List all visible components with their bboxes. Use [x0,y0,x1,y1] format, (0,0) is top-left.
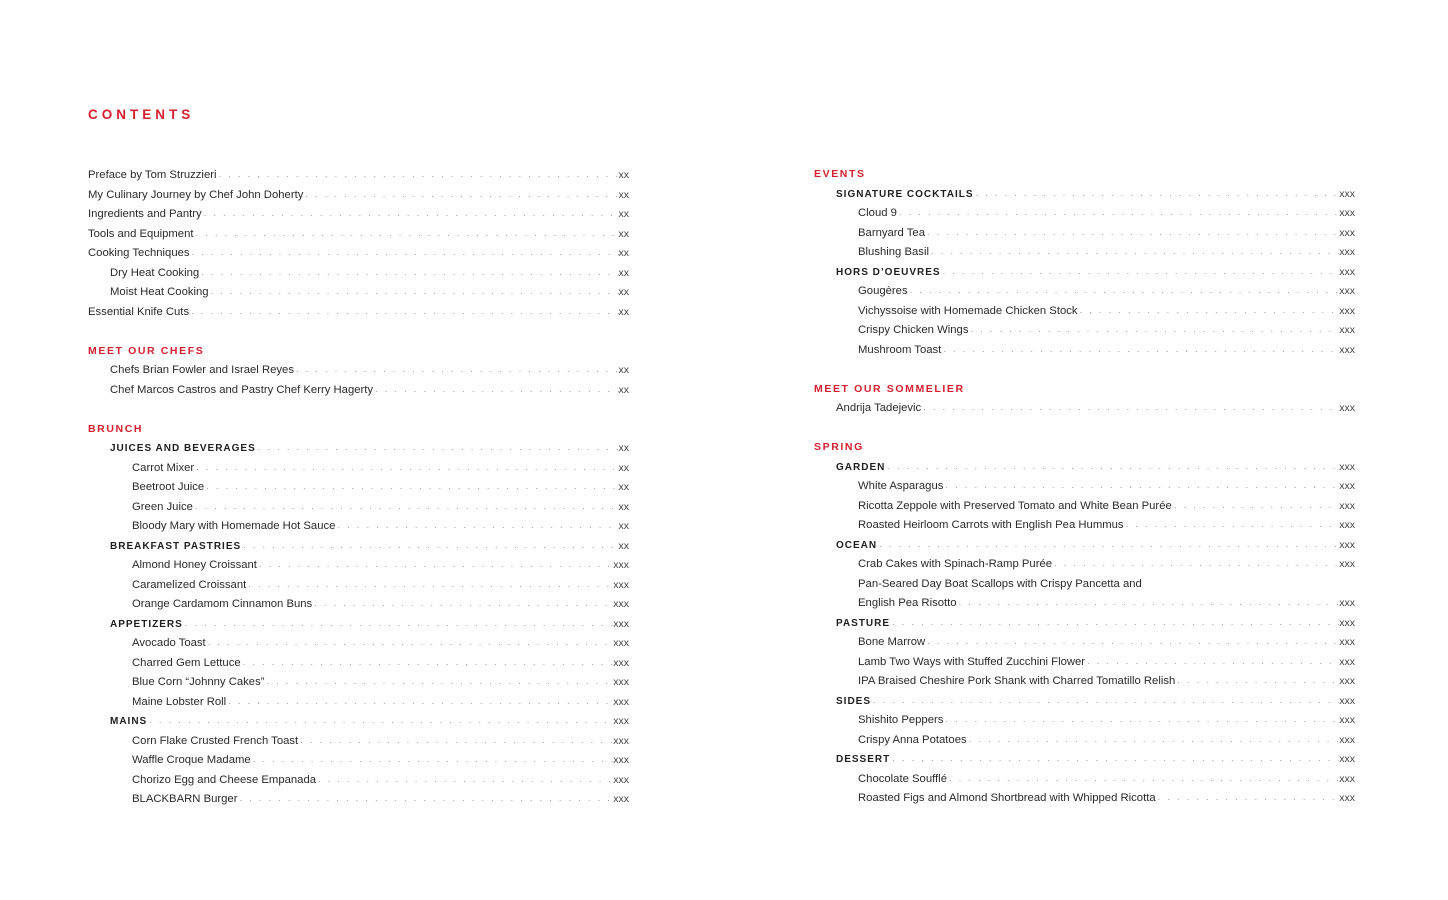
entry-title: Crispy Chicken Wings [858,324,969,336]
entry-title: Chef Marcos Castros and Pastry Chef Kerry Hagerty [110,383,374,396]
toc-entry-beetroot-juice[interactable] [88,478,629,498]
subsection-title: PASTURE [836,617,891,629]
dot-leader [1052,555,1339,574]
section-spacer [814,360,1355,380]
toc-entry-carrot-mixer[interactable] [88,459,629,479]
subsection-entry-garden[interactable] [814,458,1355,478]
toc-right-column [814,165,1355,809]
page-number: xxx [1339,226,1355,239]
toc-entry-roasted-figs-and-almond-shortbread-with-whipped-ricotta[interactable] [814,789,1355,809]
entry-title: Andrija Tadejevic [836,402,922,414]
toc-entry-moist-heat-cooking[interactable] [88,283,629,303]
page-number: xxx [1339,733,1355,746]
dot-leader [246,576,613,595]
dot-leader [921,399,1339,418]
entry-title: Mushroom Toast [858,343,942,356]
dot-leader [226,693,613,712]
dot-leader [947,770,1339,789]
entry-title: Blushing Basil [858,246,929,258]
toc-entry-green-juice[interactable] [88,498,629,518]
dot-leader [373,381,618,400]
dot-leader [969,321,1340,340]
toc-entry-dry-heat-cooking[interactable] [88,264,629,284]
page-number: xxx [613,637,629,649]
toc-entry-bloody-mary-with-homemade-hot-sauce[interactable] [88,517,629,537]
subsection-title: DESSERT [836,754,891,765]
dot-leader [908,282,1340,301]
entry-title: Cloud 9 [858,207,897,219]
toc-entry-maine-lobster-roll[interactable] [88,693,629,713]
toc-entry-my-culinary-journey-by-chef-john-doherty[interactable] [88,186,629,206]
subsection-title: HORS D’OEUVRES [836,266,941,278]
dot-leader [189,303,618,322]
page-number: xxx [613,578,629,591]
page-number: xxx [1339,460,1355,473]
page-number: xxx [1339,538,1355,551]
page-number: xxx [1339,343,1355,356]
toc-entry-cooking-techniques[interactable] [88,244,629,264]
entry-title: Corn Flake Crusted French Toast [132,734,299,747]
entry-title: Avocado Toast [132,637,206,649]
dot-leader [265,673,614,692]
toc-entry-blushing-basil[interactable] [814,243,1355,263]
toc-entry-roasted-heirloom-carrots-with-english-pea-hummus[interactable] [814,516,1355,536]
entry-title: Lamb Two Ways with Stuffed Zucchini Flower [858,655,1086,668]
page-number: xxx [1339,772,1355,785]
dot-leader [967,731,1340,750]
dot-leader [1124,516,1340,535]
page-number: xxx [613,793,629,805]
dot-leader [241,654,614,673]
page-number: xxx [1339,694,1355,707]
page-number: xx [618,227,629,240]
toc-entry-charred-gem-lettuce[interactable] [88,654,629,674]
dot-leader [877,536,1339,555]
page-number: xxx [1339,499,1355,512]
toc-entry-ricotta-zeppole-with-preserved-tomato-and-white-bean-puree[interactable] [814,497,1355,517]
page-number: xx [618,364,629,376]
page-number: xxx [1339,324,1355,336]
dot-leader [199,264,618,283]
toc-left-column [88,166,629,810]
dot-leader [335,517,618,536]
toc-entry-gougeres[interactable] [814,282,1355,302]
toc-entry-blackbarn-burger[interactable] [88,790,629,810]
section-spacer [814,419,1355,439]
page-number: xx [618,188,629,201]
subsection-title: JUICES AND BEVERAGES [110,443,256,454]
toc-entry-mushroom-toast[interactable] [814,341,1355,361]
subsection-entry-sides[interactable] [814,692,1355,712]
page-number: xxx [1339,304,1355,317]
page-number: xxx [613,598,629,610]
entry-title: Moist Heat Cooking [110,286,209,298]
dot-leader [256,439,619,458]
page-number: xxx [1339,616,1355,629]
subsection-entry-dessert[interactable] [814,750,1355,770]
dot-leader [194,225,619,244]
page-number: xxx [1339,714,1355,726]
subsection-entry-breakfast-pastries[interactable] [88,537,629,557]
toc-entry-crispy-anna-potatoes[interactable] [814,731,1355,751]
page-number: xxx [1339,753,1355,765]
subsection-title: APPETIZERS [110,618,183,630]
page-number: xxx [613,773,629,786]
toc-entry-barnyard-tea[interactable] [814,224,1355,244]
entry-title: White Asparagus [858,480,944,492]
page-number: xx [618,461,629,474]
page-number: xxx [1339,655,1355,668]
section-heading-meet-our-sommelier: MEET OUR SOMMELIER [814,382,965,395]
dot-leader [312,595,613,614]
dot-leader [194,459,618,478]
dot-leader [929,243,1339,262]
entry-title: Caramelized Croissant [132,578,247,591]
section-spacer [88,400,629,420]
dot-leader [190,244,619,263]
page-number: xxx [1339,402,1355,414]
toc-entry-bone-marrow[interactable] [814,633,1355,653]
toc-entry-chocolate-souffle[interactable] [814,770,1355,790]
section-heading-brunch: BRUNCH [88,422,144,435]
page-number: xx [618,481,629,493]
toc-entry-ipa-braised-cheshire-pork-shank-with-charred-tomatillo-relish[interactable] [814,672,1355,692]
dot-leader [1156,789,1340,808]
entry-title: Preface by Tom Struzzieri [88,169,217,181]
entry-title: BLACKBARN Burger [132,793,238,805]
entry-title: Chocolate Soufflé [858,772,947,785]
page-number: xx [618,305,629,318]
toc-entry-preface-by-tom-struzzieri[interactable] [88,166,629,186]
dot-leader [298,732,613,751]
dot-leader [206,634,614,653]
subsection-entry-signature-cocktails[interactable] [814,185,1355,205]
entry-title: Chorizo Egg and Cheese Empanada [132,773,317,786]
subsection-entry-hors-d-oeuvres[interactable] [814,263,1355,283]
dot-leader [943,711,1339,730]
dot-leader [943,477,1339,496]
toc-entry-almond-honey-croissant[interactable] [88,556,629,576]
dot-leader [941,263,1340,282]
page-number: xx [618,208,629,220]
toc-entry-chorizo-egg-and-cheese-empanada[interactable] [88,771,629,791]
dot-leader [257,556,613,575]
entry-title: Waffle Croque Madame [132,754,251,766]
toc-entry-andrija-tadejevic[interactable] [814,399,1355,419]
dot-leader [204,478,618,497]
subsection-entry-ocean[interactable] [814,536,1355,556]
page-title: CONTENTS [88,107,195,122]
page-number: xxx [1339,597,1355,609]
subsection-entry-juices-and-beverages[interactable] [88,439,629,459]
page-number: xxx [1339,480,1355,492]
toc-entry-orange-cardamom-cinnamon-buns[interactable] [88,595,629,615]
page-number: xx [618,442,629,454]
page-number: xxx [613,617,629,630]
page-number: xxx [613,559,629,571]
dot-leader [217,166,619,185]
toc-entry-english-pea-risotto[interactable] [814,594,1355,614]
dot-leader [1175,672,1339,691]
page-number: xxx [1339,558,1355,570]
dot-leader [193,498,619,517]
toc-entry-lamb-two-ways-with-stuffed-zucchini-flower[interactable] [814,653,1355,673]
entry-title: Essential Knife Cuts [88,305,190,318]
dot-leader [251,751,614,770]
dot-leader [890,614,1339,633]
page-number: xx [618,266,629,279]
dot-leader [209,283,619,302]
toc-entry-cloud-9[interactable] [814,204,1355,224]
toc-entry-ingredients-and-pantry[interactable] [88,205,629,225]
toc-entry-shishito-peppers[interactable] [814,711,1355,731]
entry-title: Beetroot Juice [132,481,205,493]
entry-title: Crab Cakes with Spinach-Ramp Purée [858,558,1053,570]
toc-entry-tools-and-equipment[interactable] [88,225,629,245]
toc-entry-crab-cakes-with-spinach-ramp-puree[interactable] [814,555,1355,575]
entry-title: Crispy Anna Potatoes [858,733,967,746]
page-number: xx [618,539,629,552]
page-number: xxx [1339,675,1355,687]
dot-leader [885,458,1339,477]
entry-title: Cooking Techniques [88,247,190,259]
dot-leader [1172,497,1339,516]
page-number: xxx [613,754,629,766]
section-spacer [88,322,629,342]
page-number: xxx [1339,246,1355,258]
dot-leader [1078,302,1340,321]
dot-leader [897,204,1339,223]
entry-title: Charred Gem Lettuce [132,656,241,669]
subsection-title: OCEAN [836,539,878,551]
section-heading-spring: SPRING [814,441,864,453]
entry-title: Pan-Seared Day Boat Scallops with Crispy Pancetta and [858,577,1142,590]
entry-title: Ingredients and Pantry [88,208,202,220]
subsection-title: BREAKFAST PASTRIES [110,540,242,552]
page-number: xxx [613,695,629,708]
entry-title: English Pea Risotto [858,597,957,609]
toc-entry-avocado-toast[interactable] [88,634,629,654]
entry-title: Maine Lobster Roll [132,695,227,708]
entry-title: IPA Braised Cheshire Pork Shank with Charred Tomatillo Relish [858,675,1176,687]
entry-title: Bloody Mary with Homemade Hot Sauce [132,520,336,532]
subsection-entry-pasture[interactable] [814,614,1355,634]
toc-entry-chefs-brian-fowler-and-israel-reyes[interactable] [88,361,629,381]
page-number: xxx [1339,187,1355,200]
entry-title: Shishito Peppers [858,714,944,726]
entry-title: Vichyssoise with Homemade Chicken Stock [858,304,1078,317]
section-heading-meet-our-chefs: MEET OUR CHEFS [88,344,205,357]
dot-leader [890,750,1339,769]
page-number: xx [618,500,629,513]
toc-entry-essential-knife-cuts[interactable] [88,303,629,323]
subsection-title: SIGNATURE COCKTAILS [836,188,974,200]
section-heading-events: EVENTS [814,168,866,180]
dot-leader [871,692,1339,711]
dot-leader [925,224,1339,243]
dot-leader [957,594,1340,613]
subsection-title: SIDES [836,695,872,707]
page-number: xx [618,169,629,181]
page-number: xx [618,520,629,532]
page-number: xxx [1339,207,1355,219]
dot-leader [183,615,613,634]
entry-title: Bone Marrow [858,636,926,648]
page-number: xxx [1339,636,1355,648]
entry-title: Carrot Mixer [132,461,195,474]
toc-entry-waffle-croque-madame[interactable] [88,751,629,771]
page-number: xxx [613,656,629,669]
entry-title: Chefs Brian Fowler and Israel Reyes [110,364,294,376]
page-number: xxx [613,715,629,727]
page-number: xxx [1339,285,1355,297]
subsection-title: GARDEN [836,461,886,473]
dot-leader [316,771,613,790]
subsection-title: MAINS [110,716,148,727]
entry-title: Roasted Heirloom Carrots with English Pea Hummus [858,519,1124,531]
toc-entry-white-asparagus[interactable] [814,477,1355,497]
dot-leader [974,185,1340,204]
toc-entry-pan-seared-day-boat-scallops-with-crispy-pancetta-and[interactable] [814,575,1355,595]
page-number: xxx [613,676,629,688]
page-number: xxx [1339,265,1355,278]
dot-leader [1085,653,1339,672]
entry-title: Orange Cardamom Cinnamon Buns [132,598,313,610]
dot-leader [202,205,619,224]
toc-entry-corn-flake-crusted-french-toast[interactable] [88,732,629,752]
toc-entry-blue-corn-johnny-cakes[interactable] [88,673,629,693]
dot-leader [941,341,1339,360]
page-number: xx [618,247,629,259]
entry-title: Barnyard Tea [858,226,925,239]
dot-leader [294,361,619,380]
toc-entry-caramelized-croissant[interactable] [88,576,629,596]
page-number: xxx [613,734,629,747]
dot-leader [303,186,618,205]
entry-title: Blue Corn “Johnny Cakes” [132,676,265,688]
entry-title: Almond Honey Croissant [132,559,257,571]
entry-title: Roasted Figs and Almond Shortbread with Whipped Ricotta [858,792,1156,804]
page-number: xxx [1339,519,1355,531]
subsection-entry-mains[interactable] [88,712,629,732]
entry-title: Ricotta Zeppole with Preserved Tomato and White Bean Purée [858,499,1172,512]
dot-leader [925,633,1339,652]
entry-title: Gougères [858,285,908,297]
toc-entry-vichyssoise-with-homemade-chicken-stock[interactable] [814,302,1355,322]
dot-leader [147,712,613,731]
entry-title: Tools and Equipment [88,227,194,240]
toc-entry-crispy-chicken-wings[interactable] [814,321,1355,341]
entry-title: Dry Heat Cooking [110,266,200,279]
page-number: xx [618,286,629,298]
page-number: xxx [1339,792,1355,804]
subsection-entry-appetizers[interactable] [88,615,629,635]
dot-leader [237,790,613,809]
toc-entry-chef-marcos-castros-and-pastry-chef-kerry-hagerty[interactable] [88,381,629,401]
entry-title: My Culinary Journey by Chef John Doherty [88,188,304,201]
dot-leader [241,537,618,556]
page-number: xx [618,383,629,396]
entry-title: Green Juice [132,500,193,513]
